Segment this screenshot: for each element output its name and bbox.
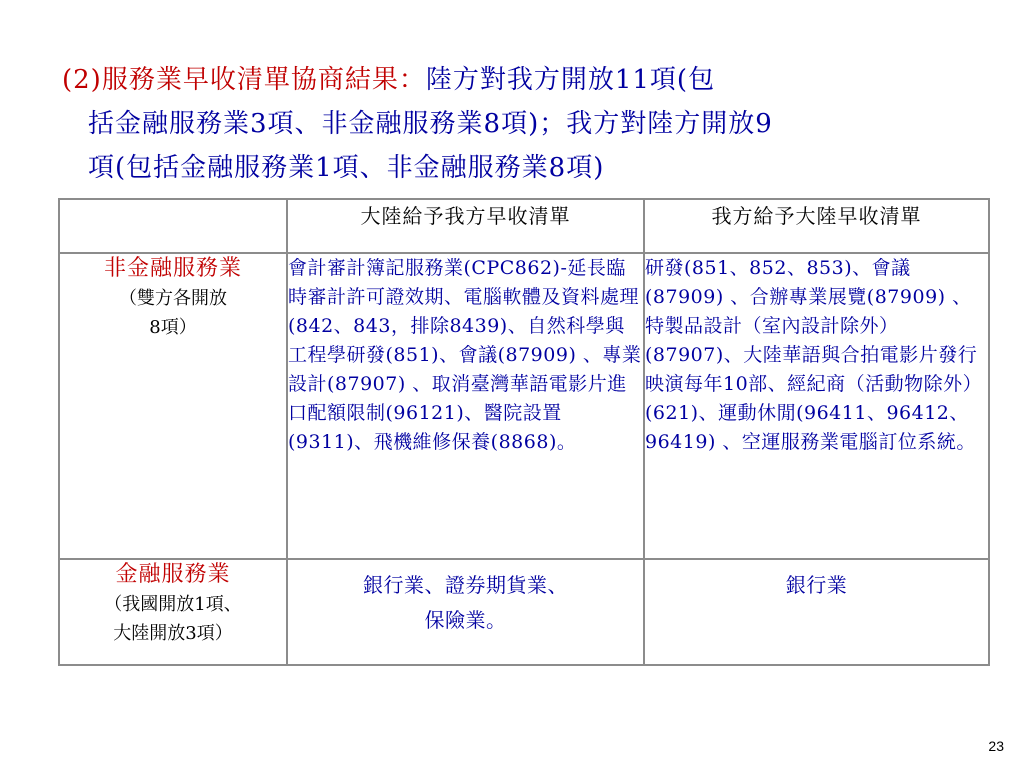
table-header-row bbox=[59, 199, 989, 253]
heading-line-3: 項(包括金融服務業1項、非金融服務業8項) bbox=[88, 153, 605, 183]
header-mainland-to-us: 大陸給予我方早收清單 bbox=[287, 199, 644, 253]
row-note-line: （我國開放1項、 bbox=[104, 594, 242, 615]
row-title: 金融服務業 bbox=[115, 562, 231, 587]
cell-us-to-mainland: 銀行業 bbox=[644, 559, 989, 665]
row-note-line: 8項） bbox=[149, 317, 197, 338]
heading-prefix: (2)服務業早收清單協商結果： bbox=[62, 65, 426, 95]
table-row bbox=[59, 253, 989, 559]
header-empty-cell bbox=[59, 199, 287, 253]
cell-mainland-to-us: 會計審計簿記服務業(CPC862)-延長臨時審計許可證效期、電腦軟體及資料處理(842、843，排除8439)、自然科學與工程學研發(851)、會議(87909) 、專業設計(87907) 、取消臺灣華語電影片進口配額限制(96121)、醫院設置(9311)、飛機維修保養(8868)。 bbox=[287, 253, 644, 559]
cell-line: 銀行業、證券期貨業、 bbox=[363, 573, 568, 597]
heading-line-2: 括金融服務業3項、非金融服務業8項)；我方對陸方開放9 bbox=[88, 109, 773, 139]
page-number: 23 bbox=[988, 738, 1004, 754]
row-note-line: 大陸開放3項） bbox=[113, 623, 233, 644]
cell-us-to-mainland: 研發(851、852、853)、會議(87909) 、合辦專業展覽(87909) 、特製品設計（室內設計除外）(87907)、大陸華語與合拍電影片發行映演每年10部、經紀商（活動物除外）(621)、運動休閒(96411、96412、96419) 、空運服務業電腦訂位系統。 bbox=[644, 253, 989, 559]
row-label-financial bbox=[59, 559, 287, 665]
cell-line: 保險業。 bbox=[424, 608, 507, 632]
row-title: 非金融服務業 bbox=[103, 256, 242, 281]
row-label-non-financial bbox=[59, 253, 287, 559]
row-note-line: （雙方各開放 bbox=[119, 288, 227, 309]
heading-line-1-text: 陸方對我方開放11項(包 bbox=[425, 65, 716, 95]
header-us-to-mainland: 我方給予大陸早收清單 bbox=[644, 199, 989, 253]
cell-mainland-to-us bbox=[287, 559, 644, 665]
early-harvest-table bbox=[58, 198, 990, 666]
heading-line-1 bbox=[62, 58, 962, 102]
table-row bbox=[59, 559, 989, 665]
slide-heading bbox=[62, 58, 962, 190]
